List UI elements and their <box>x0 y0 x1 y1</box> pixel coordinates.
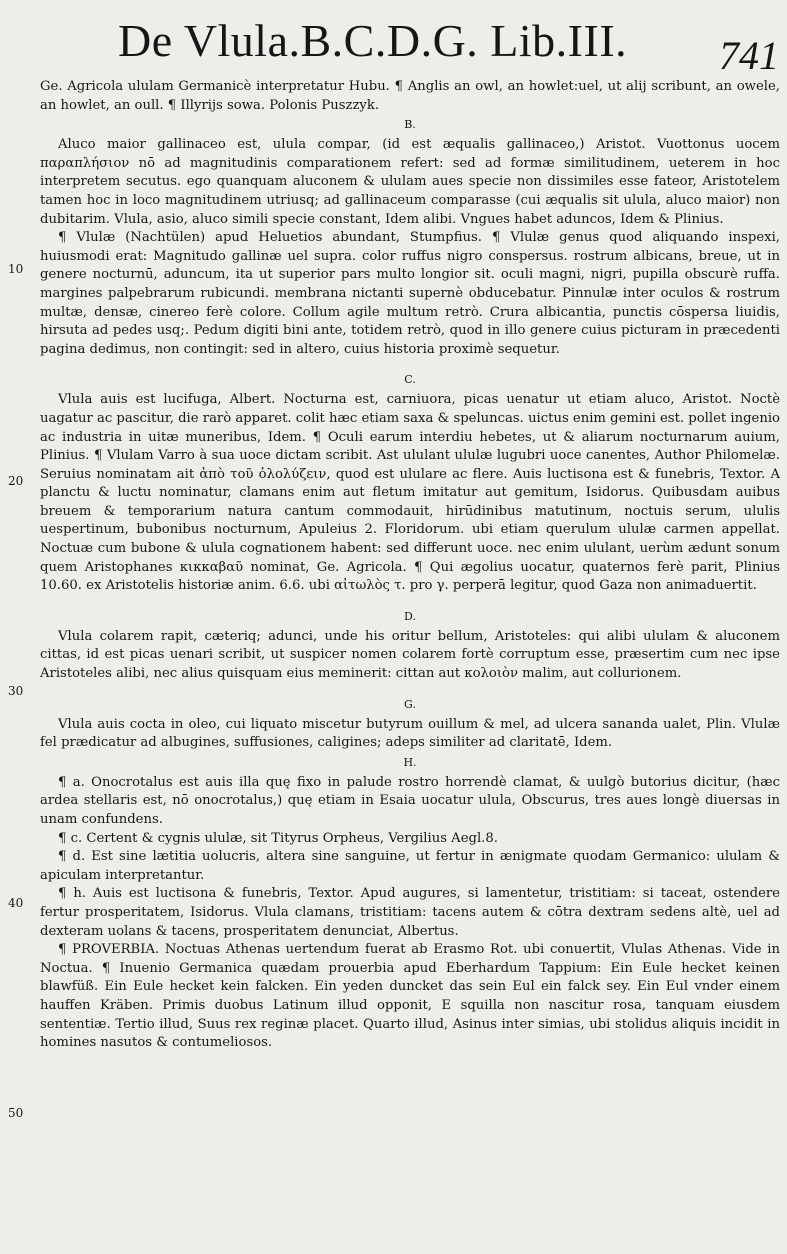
paragraph: Aluco maior gallinaceo est, ulula compar, (id est æqualis gallinaceo,) Aristot. Vuottonus uocem παραπλήσιον nō ad magnitudinis comparationem refert: sed ad formæ similitudinem, ueterem in hoc interpretem secutus. ego quanquam aluconem & ululam aues specie non dissimiles esse fateor, Aristotelem tamen hoc in loco magnitudinem utriusq; ad gallinaceum comparasse (cui æqualis sit ulula, aluco maior) non dubitarim. Vlula, asio, aluco simili specie constant, Idem alibi. Vngues habet aduncos, Idem & Plinius. <box>40 137 780 227</box>
paragraph: ¶ h. Auis est luctisona & funebris, Textor. Apud augures, si lamentetur, tristitiam: si taceat, ostendere fertur prosperitatem, Isidorus. Vlula clamans, tristitiam: tacens autem & cōtra dextram sedens altè, uel ad dexteram uolans & tacens, prosperitatem denunciat, Albertus. <box>40 886 780 939</box>
intro-paragraph: Ge. Agricola ululam Germanicè interpretatur Hubu. ¶ Anglis an owl, an howlet:uel, ut alij scribunt, an owele, an howlet, an oull. ¶ Illyrijs sowa. Polonis Puszzyk. <box>40 79 780 113</box>
body-text <box>40 78 780 1053</box>
section-letter: D. <box>404 609 416 623</box>
margin-line-number: 40 <box>8 896 24 910</box>
section-letter: G. <box>404 697 416 711</box>
page-number: 741 <box>719 33 779 78</box>
paragraph: Vlula auis cocta in oleo, cui liquato miscetur butyrum ouillum & mel, ad ulcera sananda ualet, Plin. Vlulæ fel prædicatur ad albugines, suffusiones, caligines; adeps similiter ad claritatē, Idem. <box>40 716 780 751</box>
paragraph: Vlula auis est lucifuga, Albert. Nocturna est, carniuora, picas uenatur ut etiam aluco, Aristot. Noctè uagatur ac pascitur, die rarò apparet. colit hæc etiam saxa & speluncas. uictus enim gemini est. pollet ingenio ac industria in uitæ muneribus, Idem. ¶ Oculi earum interdiu hebetes, ut & aliarum nocturnarum auium, Plinius. ¶ Vlulam Varro à sua uoce dictam scribit. Ast ululant ululæ lugubri uoce canentes, Author Philomelæ. Seruius nominatam ait ἀπὸ τοῦ ὀλολύζειν, quod est ululare ac flere. Auis luctisona est & funebris, Textor. A planctu & luctu nominatur, clamans enim aut fletum imitatur aut gemitum, Isidorus. Quibusdam auibus breuem & temporarium natura cantum commodauit, hirūdinibus matutinum, noctuis serum, ululis uespertinum, bubonibus nocturnum, Apuleius 2. Floridorum. ubi etiam querulum ululæ carmen appellat. Noctuæ cum bubone & ulula cognationem habent: sed differunt uoce. nec enim ululant, uerùm ædunt sonum quem Aristophanes κικκαβαῦ nominat, Ge. Agricola. ¶ Qui ægolius uocatur, quaternos ferè parit, Plinius 10.60. ex Aristotelis historiæ anim. 6.6. ubi αἰτωλὸς τ. pro γ. perperā legitur, quod Gaza non animaduertit. <box>40 392 780 594</box>
paragraph: ¶ PROVERBIA. Noctuas Athenas uertendum fuerat ab Erasmo Rot. ubi conuertit, Vlulas Athenas. Vide in Noctua. ¶ Inuenio Germanica quædam prouerbia apud Eberhardum Tappium: Ein Eule hecket keinen blawfüß. Ein Eule hecket kein falcken. Ein yeden duncket das sein Eul ein falck sey. Ein Eul vnder einem hauffen Kräben. Primis duobus Latinum illud opponit, E squilla non nascitur rosa, tanquam eiusdem sententiæ. Tertio illud, Suus rex reginæ placet. Quarto illud, Asinus inter simias, ubi stolidus aliquis incidit in homines nasutos & contumeliosos. <box>40 942 780 1051</box>
paragraph: ¶ c. Certent & cygnis ululæ, sit Tityrus Orpheus, Vergilius Aegl.8. <box>58 830 498 846</box>
paragraph: Vlula colarem rapit, cæteriq; adunci, unde his oritur bellum, Aristoteles: qui alibi ululam & aluconem cittas, id est picas uenari scribit, ut suspicer nomen colarem fortè corruptum esse, præsertim cum nec ipse Aristoteles alibi, nec alius quisquam eius meminerit: cittan aut κολοιὸν malim, aut collurionem. <box>40 628 780 682</box>
margin-line-number: 30 <box>8 684 24 698</box>
paragraph: ¶ a. Onocrotalus est auis illa quę fixo in palude rostro horrendè clamat, & uulgò butorius dicitur, (hæc ardea stellaris est, nō onocrotalus,) quę etiam in Esaia uocatur ulula, Obscurus, tres aues longè diuersas in unam confundens. <box>40 774 780 827</box>
section-letter: C. <box>404 373 416 387</box>
margin-line-number: 50 <box>8 1106 24 1120</box>
page-header <box>0 6 787 84</box>
section-letter: H. <box>403 755 417 769</box>
running-title: De Vlula.B.C.D.G. Lib.III. <box>118 15 628 66</box>
paragraph: ¶ Vlulæ (Nachtülen) apud Heluetios abundant, Stumpfius. ¶ Vlulæ genus quod aliquando inspexi, huiusmodi erat: Magnitudo gallinæ uel supra. color ruffus nigro conspersus. rostrum albicans, breue, ut in genere nocturnū, aduncum, ita ut superior pars multo longior sit. oculi magni, nigri, pupilla obscurè ruffa. margines palpebrarum rubicundi. membrana nictanti supernè obducebatur. Pinnulæ inter oculos & rostrum multæ, densæ, cinereo ferè colore. Collum agile multum retrò. Crura albicantia, punctis cōspersa liuidis, hirsuta ad pedes usq;. Pedum digiti bini ante, totidem retrò, quod in illo genere cuius picturam in præcedenti pagina dedimus, non contingit: sed in altero, cuius historia proximè sequetur. <box>40 230 780 357</box>
paragraph: ¶ d. Est sine lætitia uolucris, altera sine sanguine, ut fertur in ænigmate quodam Germanico: ululam & apiculam interpretantur. <box>40 849 780 883</box>
margin-line-number: 20 <box>8 474 24 488</box>
margin-line-number: 10 <box>8 262 24 276</box>
section-letter: B. <box>404 118 416 132</box>
